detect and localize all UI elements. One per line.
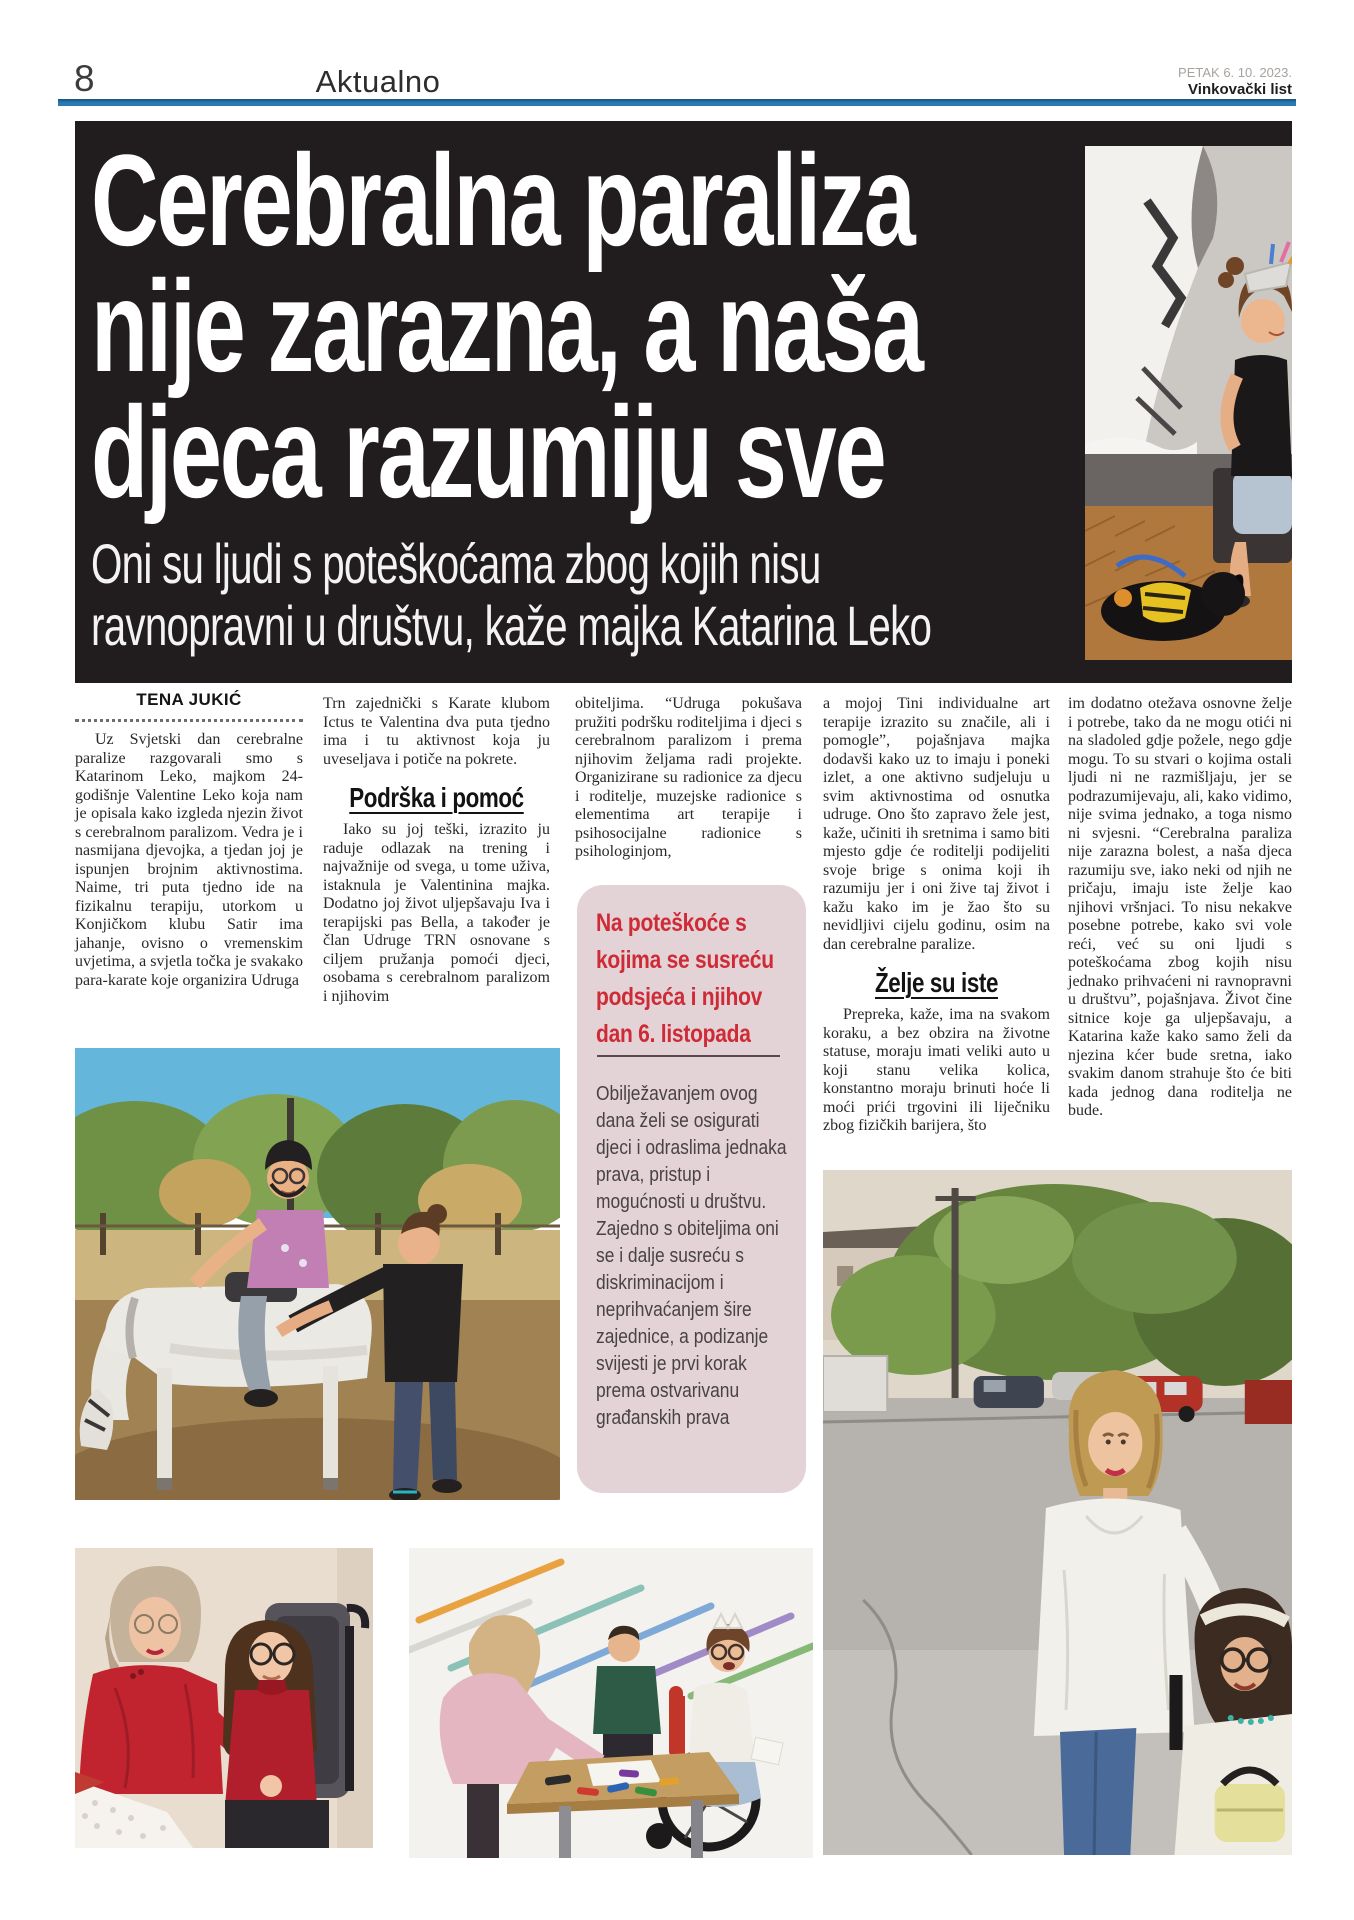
headline-line: djeca razumiju sve	[91, 379, 885, 525]
article-paragraph: Prepreka, kaže, ima na svakom koraku, a bez obzira na životne statuse, moraju imati veliki auto u koji stanu velika kolica, konstantno moraju brinuti hoće li moći prići trgovini ili liječniku zbog fizičkih barijera, što	[823, 1006, 1050, 1134]
article-paragraph: im dodatno otežava osnovne želje i potrebe, tako da ne mogu otići ni na sladoled gdje požele, nego gdje mogu. To su stvari o kojima ostali ljudi ni ne razmišljaju, jer se podrazumijevaju, ali, kako vidimo, nije svima jednako, a toga nismo ni svjesni. “Cerebralna paraliza nije zarazna bolest, a naša djeca razumiju sve, iako neki od njih ne pričaju, imaju iste želje kao njihovi vršnjaci. To nisu nekakve posebne potrebe, kako svi vole reći, već su oni ljudi s poteškoćama zbog kojih nisu jednako prihvaćeni ni ravnopravni u društvu”, pojašnjava. Život čine sitnice koje ga uljepšavaju, a Katarina kaže kako samo želi da njezina kćer bude sretna, iako svakim danom strahuje što će biti kada jednog dana roditelja ne bude.	[1068, 695, 1292, 1119]
photo-katarina-valentina-graphic	[823, 1170, 1292, 1855]
photo-horse-riding	[75, 1048, 560, 1500]
subheadline-line: ravnopravni u društvu, kaže majka Katarina Leko	[91, 594, 932, 657]
article-column-4	[823, 695, 1050, 1136]
headline-line: Cerebralna paraliza	[91, 127, 914, 273]
article-paragraph: obiteljima. “Udruga pokušava pružiti podršku roditeljima i djeci s cerebralnom paralizom i prema njihovim željama radi projekte. Organizirane su radionice za djecu i roditelje, muzejske radionice s elementima art terapije i psihosocijalne radionice s psihologinjom,	[575, 695, 802, 860]
section-subhead-zelje: Želje su iste	[874, 967, 999, 998]
hero-headline-block	[75, 121, 1292, 683]
article-column-3	[575, 695, 802, 862]
callout-box	[577, 885, 806, 1493]
photo-mother-daughter	[75, 1548, 373, 1848]
article-column-1	[75, 731, 303, 990]
headline-line: nije zarazna, a naša	[91, 253, 922, 399]
publication-name: Vinkovački list	[1188, 80, 1292, 98]
article-paragraph: Uz Svjetski dan cerebralne paralize razgovarali smo s Katarinom Leko, majkom 24-godišnje Valentine Leko koja nam je opisala kako izgleda njezin život s cerebralnom paralizom. Vedra je i nasmijana djevojka, a tjedan joj je ispunjen brojnim aktivnostima. Naime, tri puta tjedno ide na fizikalnu terapiju, utorkom u Konjičkom klubu Satir ima jahanje, ovisno o vremenskim uvjetima, a svjetla točka je svakako para-karate koje organizira Udruga	[75, 731, 303, 989]
photo-girl-with-dog-graphic	[1085, 146, 1292, 660]
photo-art-workshop	[409, 1548, 813, 1858]
byline: TENA JUKIĆ	[136, 690, 242, 709]
page-number: 8	[74, 58, 95, 99]
subheadline-line: Oni su ljudi s poteškoćama zbog kojih nisu	[91, 532, 821, 595]
photo-mother-daughter-graphic	[75, 1548, 373, 1848]
issue-date: PETAK 6. 10. 2023.	[1178, 65, 1292, 80]
dateline	[1178, 66, 1292, 98]
callout-divider	[597, 1055, 780, 1057]
article-column-5	[1068, 695, 1292, 1121]
byline-rule	[75, 719, 303, 722]
callout-title: Na poteškoće s kojima se susreću podsjeća i njihov dan 6. listopada	[596, 909, 774, 1048]
section-title: Aktualno	[315, 64, 441, 99]
photo-girl-with-dog	[1085, 146, 1292, 660]
photo-art-workshop-graphic	[409, 1548, 813, 1858]
section-subhead-podrska: Podrška i pomoć	[349, 782, 524, 813]
photo-katarina-valentina	[823, 1170, 1292, 1855]
article-paragraph: Trn zajednički s Karate klubom Ictus te Valentina dva puta tjedno ima i tu aktivnost koja ju uveseljava i potiče na pokrete.	[323, 695, 550, 768]
article-paragraph: a mojoj Tini individualne art terapije izrazito su značile, ali i pomogle”, pojašnjava majka dodavši kako uz to imaju i poneki izlet, a one aktivno sudjeluju u svim aktivnostima od osnutka udruge. Ono što zapravo žele jest, kaže, učiniti ih sretnima i samo biti mjesto gdje će roditelji podijeliti svoje brige s onima koji ih razumiju jer i oni žive taj život i kažu kako im je žao što su nevidljivi cijelu godinu, osim na dan cerebralne paralize.	[823, 695, 1050, 953]
callout-body: Obilježavanjem ovog dana želi se osigurati djeci i odraslima jednaka prava, pristup i mogućnosti u društvu. Zajedno s obiteljima oni se i dalje susreću s diskriminacijom i neprihvaćanjem šire zajednice, a podizanje svijesti je prvi korak prema ostvarivanu građanskih prava	[596, 1083, 787, 1429]
article-column-2	[323, 695, 550, 1006]
header-rule	[58, 99, 1296, 106]
photo-horse-riding-graphic	[75, 1048, 560, 1500]
article-paragraph: Iako su joj teški, izrazito ju raduje odlazak na trening i najvažnije od svega, u tome uživa, istaknula je Valentinina majka. Dodatno joj život uljepšavaju Iva i terapijski pas Bella, a također je član Udruge TRN osnovane s ciljem pružanja pomoći djeci, osobama s cerebralnom paralizom i njihovim	[323, 821, 550, 1005]
